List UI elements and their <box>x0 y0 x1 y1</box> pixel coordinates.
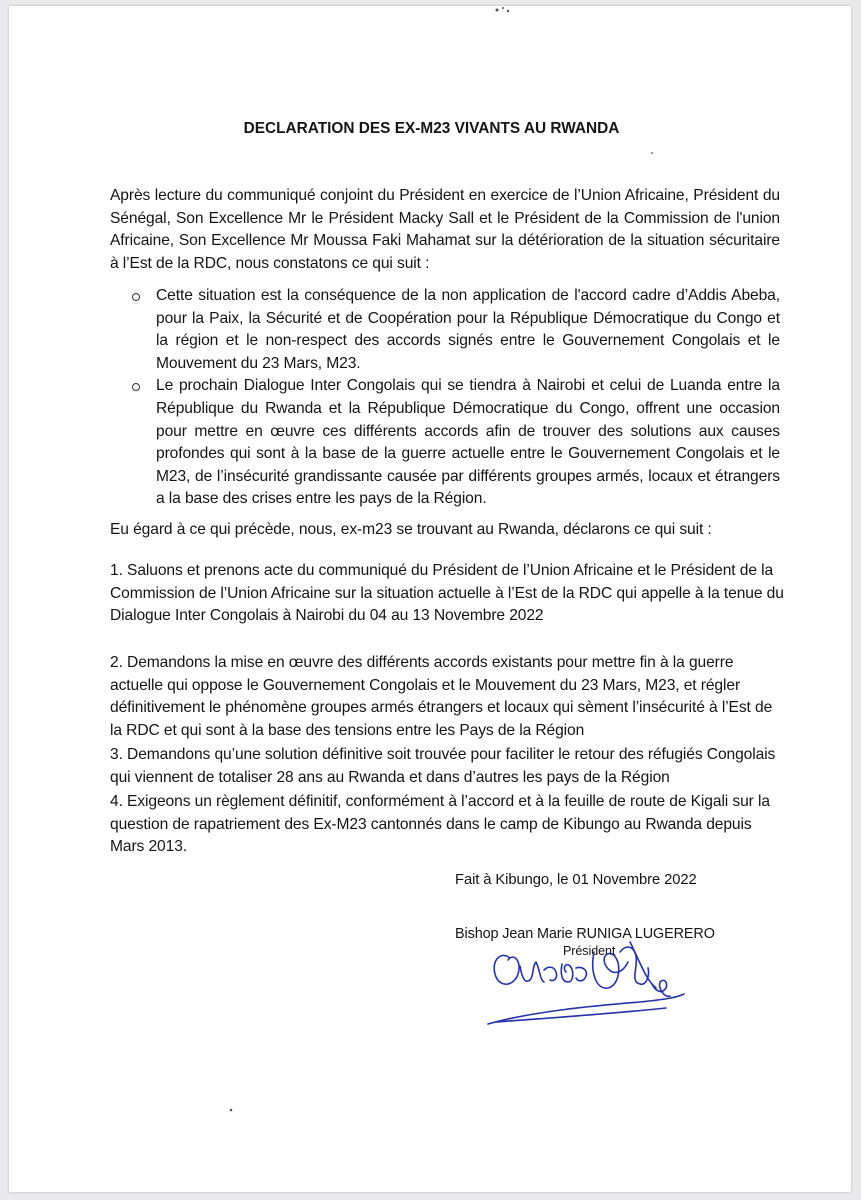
signatory-name: Bishop Jean Marie RUNIGA LUGERERO <box>455 926 715 942</box>
document-title: DECLARATION DES EX-M23 VIVANTS AU RWANDA <box>243 120 620 137</box>
declaration-point-1: 1. Saluons et prenons acte du communiqué du Président de l’Union Africaine et le Président de la Commission de l’Union Africaine sur la situation actuelle à l’Est de la RDC qui appelle à la tenue du Dialogue Inter Congolais à Nairobi du 04 au 13 Novembre 2022 <box>110 562 784 625</box>
intro-paragraph: Après lecture du communiqué conjoint du Président en exercice de l’Union Africaine, Président du Sénégal, Son Excellence Mr le Président Macky Sall et le Président de la Commission de l'union Africaine, Son Excellence Mr Moussa Faki Mahamat sur la détérioration de la situation sécuritaire à l’Est de la RDC, nous constatons ce qui suit : <box>110 187 780 272</box>
list-item: Le prochain Dialogue Inter Congolais qui se tiendra à Nairobi et celui de Luanda entre la République du Rwanda et la République Démocratique du Congo, offrent une occasion pour mettre en œuvre ces différents accords afin de trouver des solutions aux causes profondes qui sont à la base de la guerre actuelle entre le Gouvernement Congolais et le M23, de l’insécurité grandissante causée par différents groupes armés, locaux et étrangers a la base des crises entre les pays de la Région. <box>108 375 780 511</box>
declaration-point-3: 3. Demandons qu’une solution définitive soit trouvée pour faciliter le retour des réfugiés Congolais qui viennent de totaliser 28 ans au Rwanda et dans d’autres les pays de la Région <box>110 746 776 786</box>
handwritten-signature <box>470 922 710 1032</box>
signatory-title: Président <box>563 944 616 958</box>
declaration-lead: Eu égard à ce qui précède, nous, ex-m23 se trouvant au Rwanda, déclarons ce qui suit : <box>110 521 712 538</box>
declaration-point-2: 2. Demandons la mise en œuvre des différents accords existants pour mettre fin à la guerre actuelle qui oppose le Gouvernement Congolais et le Mouvement du 23 Mars, M23, et régler définitivement le phénomène groupes armés étrangers et locaux qui sèment l’insécurité à l’Est de la RDC et qui sont à la base des tensions entre les Pays de la Région <box>110 654 773 739</box>
declaration-point-4: 4. Exigeons un règlement définitif, conformément à l’accord et à la feuille de route de Kigali sur la question de rapatriement des Ex-M23 cantonnés dans le camp de Kibungo au Rwanda depuis Mars 2013. <box>110 793 770 856</box>
observation-list <box>108 285 780 511</box>
place-and-date: Fait à Kibungo, le 01 Novembre 2022 <box>455 872 697 888</box>
list-item: Cette situation est la conséquence de la non application de l'accord cadre d’Addis Abeba, pour la Paix, la Sécurité et de Coopération pour la République Démocratique du Congo et la région et le non-respect des accords signés entre le Gouvernement Congolais et le Mouvement du 23 Mars, M23. <box>108 285 780 375</box>
